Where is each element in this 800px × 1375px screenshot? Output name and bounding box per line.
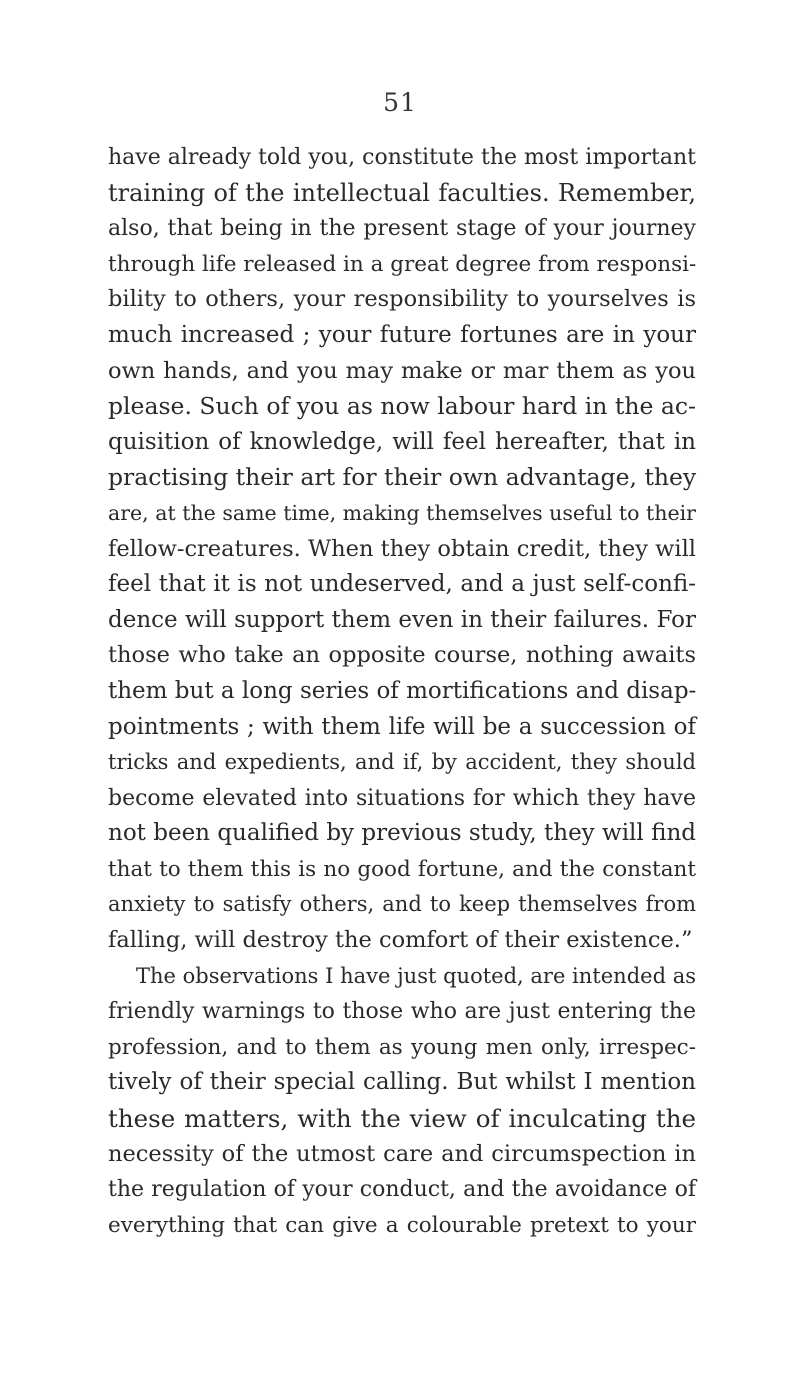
text-line: have already told you, constitute the most important [108,145,696,170]
text-line: training of the intellectual faculties. Remember, [108,178,696,207]
text-line: please. Such of you as now labour hard in the ac- [108,392,696,421]
text-line: feel that it is not undeserved, and a just self-confi- [108,571,696,598]
text-line: are, at the same time, making themselves useful to their [108,500,696,525]
text-line: those who take an opposite course, nothing awaits [108,642,696,669]
text-line: tricks and expedients, and if, by accident, they should [108,750,696,775]
text-line: profession, and to them as young men only, irrespec- [108,1034,696,1060]
text-line: that to them this is no good fortune, and the constant [108,856,696,882]
text-line: also, that being in the present stage of your journey [108,216,696,242]
text-line: The observations I have just quoted, are intended as [136,963,696,988]
text-line: pointments ; with them life will be a succession of [108,713,696,740]
text-line: everything that can give a colourable pretext to your [108,1212,696,1238]
text-line: much increased ; your future fortunes are in your [108,321,696,348]
text-line: bility to others, your responsibility to yourselves is [108,286,696,313]
text-line: these matters, with the view of inculcating the [108,1104,696,1134]
text-line: them but a long series of mortifications and disap- [108,677,697,704]
text-line: dence will support them even in their failures. For [108,606,696,633]
text-line: friendly warnings to those who are just entering the [108,999,696,1025]
text-line: anxiety to satisfy others, and to keep themselves from [108,892,696,917]
text-line: not been qualified by previous study, they will find [108,820,696,847]
text-line: quisition of knowledge, will feel hereafter, that in [108,428,696,455]
text-line: through life released in a great degree from responsi- [108,251,697,277]
body-text [108,140,696,1243]
text-line: own hands, and you may make or mar them as you [108,357,696,384]
text-line: the regulation of your conduct, and the avoidance of [108,1177,696,1203]
page-number: 51 [383,88,417,117]
text-line: falling, will destroy the comfort of their existence.” [108,927,693,954]
text-line: necessity of the utmost care and circumspection in [108,1140,696,1167]
text-line: practising their art for their own advantage, they [108,463,697,492]
text-line: fellow-creatures. When they obtain credit, they will [108,535,696,562]
text-line: become elevated into situations for which they have [108,785,696,811]
text-line: tively of their special calling. But whilst I mention [108,1069,696,1096]
